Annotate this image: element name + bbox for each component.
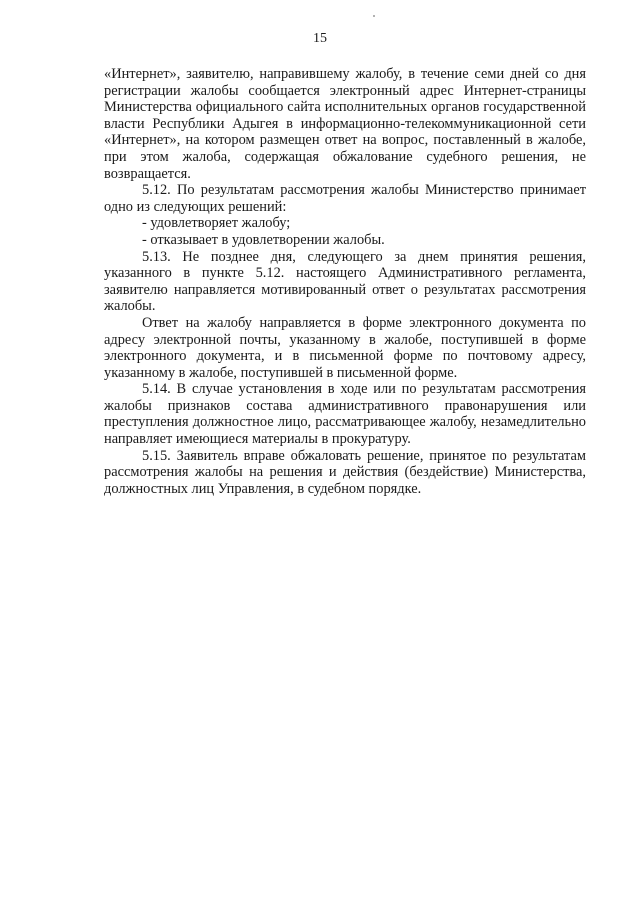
- page-number: 15: [313, 31, 327, 46]
- list-item-satisfy: - удовлетворяет жалобу;: [142, 215, 291, 232]
- paragraph-5-12: 5.12. По результатам рассмотрения жалобы Министерство принимает одно из следующих решений:: [104, 182, 586, 215]
- scan-artifact-dot: [373, 15, 375, 17]
- paragraph-5-13: 5.13. Не позднее дня, следующего за днем принятия решения, указанного в пункте 5.12. настоящего Административного регламента, заявителю направляется мотивированный ответ о результатах рассмотрения жалобы.: [104, 248, 586, 315]
- paragraph-5-15: 5.15. Заявитель вправе обжаловать решение, принятое по результатам рассмотрения жалобы на решения и действия (бездействие) Министерства, должностных лиц Управления, в судебном порядке.: [104, 447, 586, 497]
- paragraph-continuation: «Интернет», заявителю, направившему жалобу, в течение семи дней со дня регистрации жалобы сообщается электронный адрес Интернет-страницы Министерства официального сайта исполнительных органов государственной власти Республики Адыгея в информационно-телекоммуникационной сети «Интернет», на котором размещен ответ на вопрос, поставленный в жалобе, при этом жалоба, содержащая обжалование судебного решения, не возвращается.: [104, 66, 586, 182]
- document-body: [104, 66, 586, 497]
- paragraph-5-14: 5.14. В случае установления в ходе или по результатам рассмотрения жалобы признаков состава административного правонарушения или преступления должностное лицо, рассматривающее жалобу, незамедлительно направляет имеющиеся материалы в прокуратуру.: [104, 381, 586, 448]
- list-item-refuse: - отказывает в удовлетворении жалобы.: [142, 231, 385, 248]
- paragraph-response-form: Ответ на жалобу направляется в форме электронного документа по адресу электронной почты, указанному в жалобе, поступившей в форме электронного документа, и в письменной форме по почтовому адресу, указанному в жалобе, поступившей в письменной форме.: [104, 314, 586, 381]
